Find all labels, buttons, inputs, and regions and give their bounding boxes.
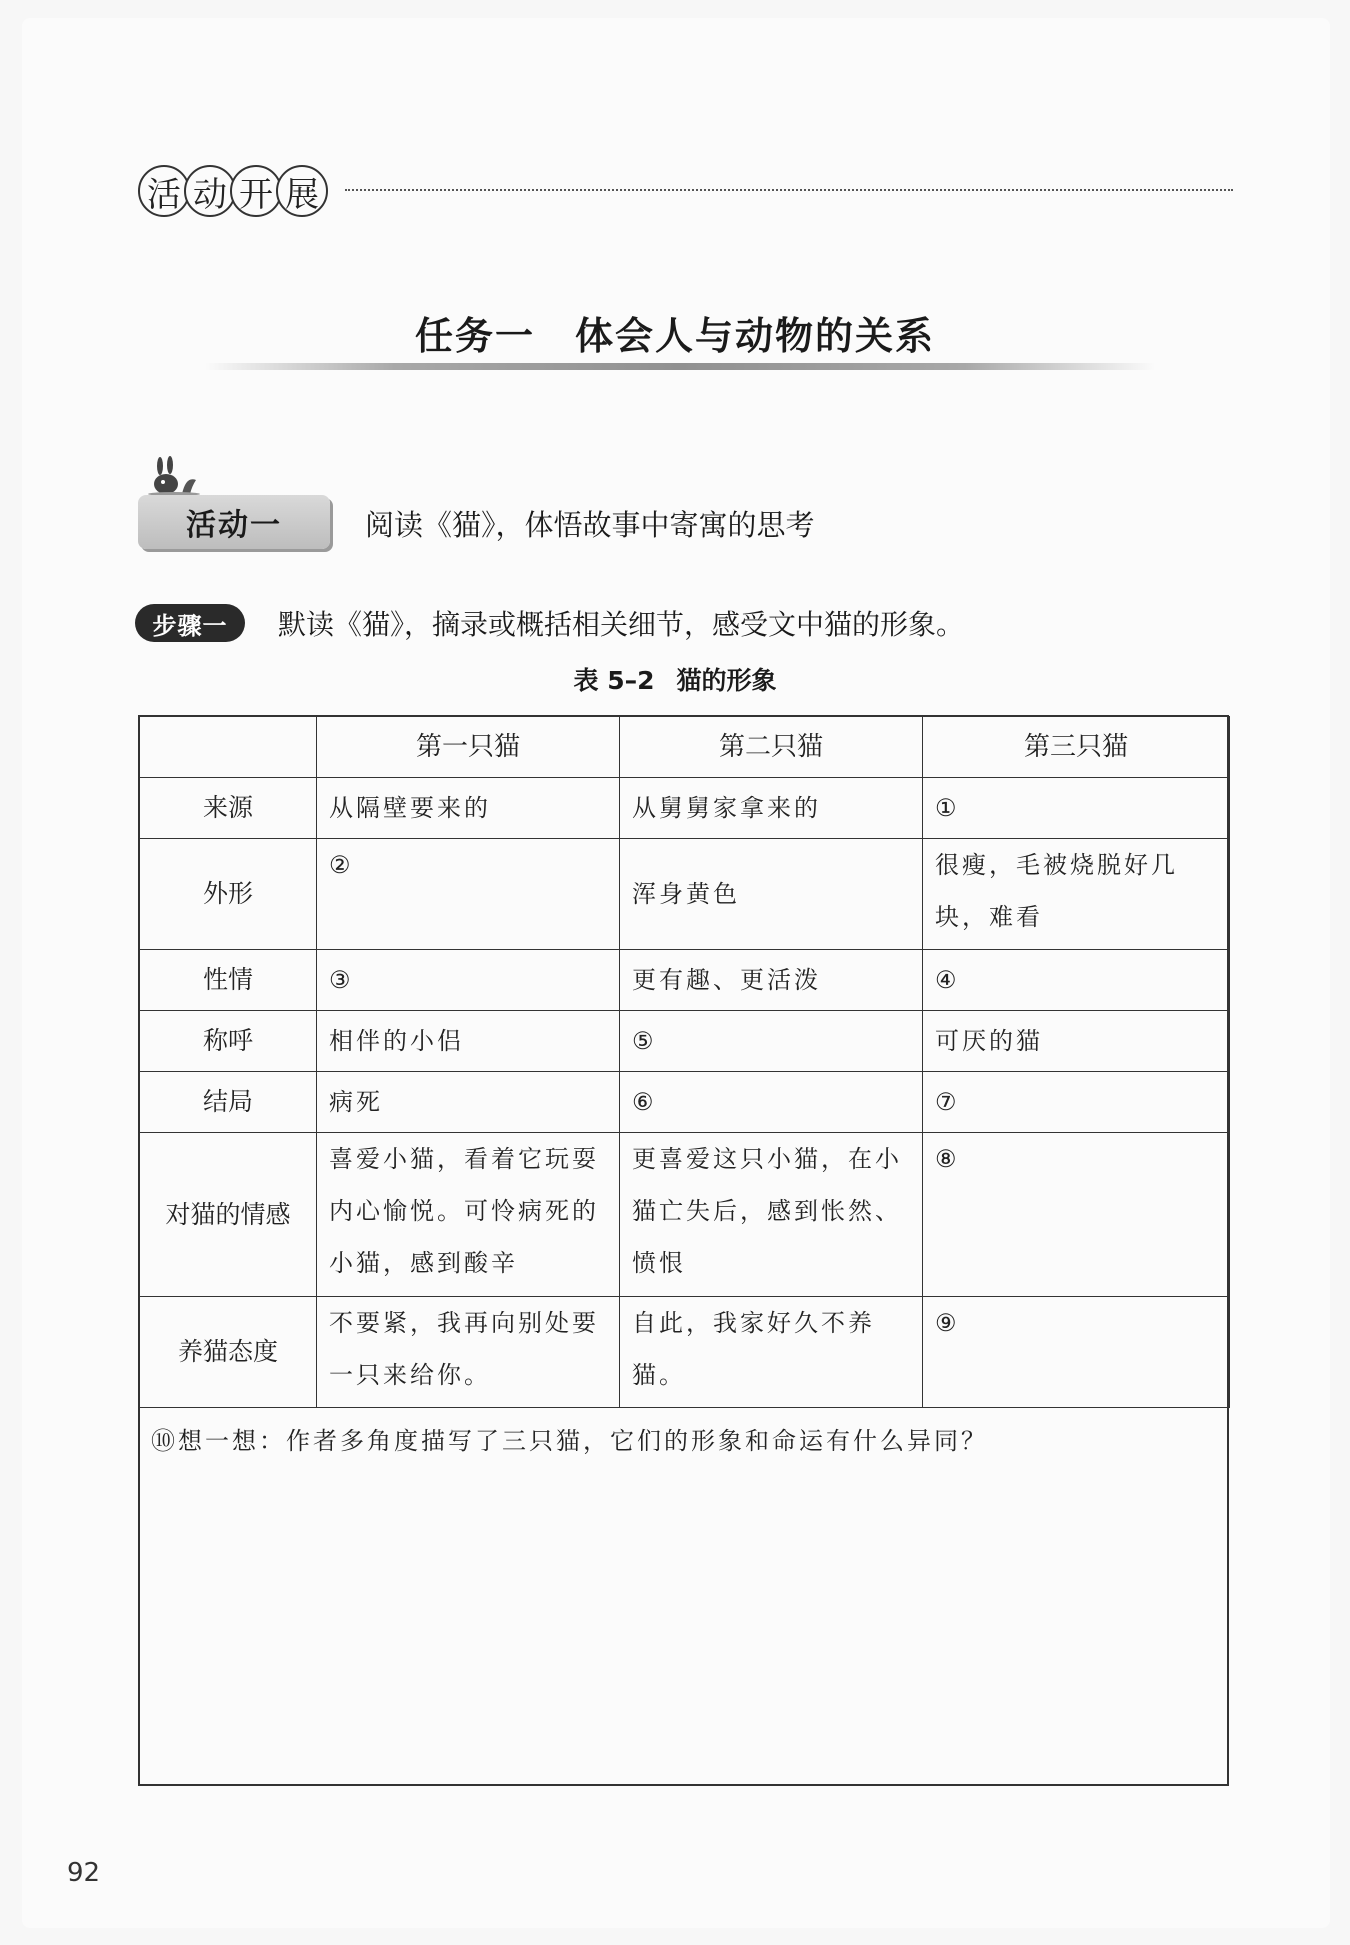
table-cell: 可厌的猫 (923, 1011, 1230, 1072)
activity-badge: 活动一 (138, 495, 330, 549)
table-cell: ⑧ (923, 1133, 1230, 1297)
question-box (139, 1409, 1227, 1785)
row-head: 来源 (140, 778, 317, 839)
cat-image-table (139, 716, 1230, 1408)
task-title-text: 体会人与动物的关系 (575, 314, 936, 358)
table-cell: ⑤ (620, 1011, 923, 1072)
table-header-cell: 第一只猫 (317, 717, 620, 778)
section-header-char: 展 (276, 165, 328, 217)
table-cell: 病死 (317, 1072, 620, 1133)
task-title-label: 任务一 (414, 314, 535, 358)
task-title-underline (205, 363, 1155, 370)
step-badge: 步骤一 (135, 604, 245, 642)
activity-text: 阅读《猫》，体悟故事中寄寓的思考 (365, 508, 815, 542)
table-row (140, 1133, 1230, 1297)
table-cell: ⑨ (923, 1297, 1230, 1408)
table-cell: 相伴的小侣 (317, 1011, 620, 1072)
row-head: 性情 (140, 950, 317, 1011)
row-head: 对猫的情感 (140, 1133, 317, 1297)
table-caption-title: 猫的形象 (676, 666, 777, 695)
table-cell: ③ (317, 950, 620, 1011)
section-header (138, 165, 322, 217)
row-head: 外形 (140, 839, 317, 950)
section-header-char: 活 (138, 165, 190, 217)
step-text: 默读《猫》，摘录或概括相关细节，感受文中猫的形象。 (278, 608, 965, 641)
table-header-cell: 第三只猫 (923, 717, 1230, 778)
row-head: 称呼 (140, 1011, 317, 1072)
table-cell: 喜爱小猫，看着它玩耍内心愉悦。可怜病死的小猫，感到酸辛 (317, 1133, 620, 1297)
table-cell: ⑥ (620, 1072, 923, 1133)
table-cell: 很瘦，毛被烧脱好几块，难看 (923, 839, 1230, 950)
table-caption-number: 表 5–2 (573, 666, 655, 695)
table-row (140, 1011, 1230, 1072)
table-row (140, 1297, 1230, 1408)
table-cell: ① (923, 778, 1230, 839)
table-caption (0, 661, 1350, 697)
table-row (140, 839, 1230, 950)
table-cell: 自此，我家好久不养猫。 (620, 1297, 923, 1408)
table-row (140, 778, 1230, 839)
table-row (140, 950, 1230, 1011)
table-row (140, 1072, 1230, 1133)
page-number: 92 (67, 1858, 101, 1888)
table-header-row (140, 717, 1230, 778)
section-header-char: 动 (184, 165, 236, 217)
table-cell: 不要紧，我再向别处要一只来给你。 (317, 1297, 620, 1408)
table-cell: ⑦ (923, 1072, 1230, 1133)
task-title (0, 305, 1350, 360)
table-cell: ② (317, 839, 620, 950)
table-cell: 更喜爱这只小猫，在小猫亡失后，感到怅然、愤恨 (620, 1133, 923, 1297)
table-cell: ④ (923, 950, 1230, 1011)
question-text: ⑩想一想：作者多角度描写了三只猫，它们的形象和命运有什么异同？ (151, 1427, 988, 1455)
table-header-cell: 第二只猫 (620, 717, 923, 778)
table-cell: 从舅舅家拿来的 (620, 778, 923, 839)
row-head: 结局 (140, 1072, 317, 1133)
section-divider (345, 189, 1233, 191)
table-header-cell (140, 717, 317, 778)
table-cell: 浑身黄色 (620, 839, 923, 950)
rabbit-icon (146, 456, 202, 496)
section-header-char: 开 (230, 165, 282, 217)
row-head: 养猫态度 (140, 1297, 317, 1408)
table-cell: 从隔壁要来的 (317, 778, 620, 839)
table-cell: 更有趣、更活泼 (620, 950, 923, 1011)
